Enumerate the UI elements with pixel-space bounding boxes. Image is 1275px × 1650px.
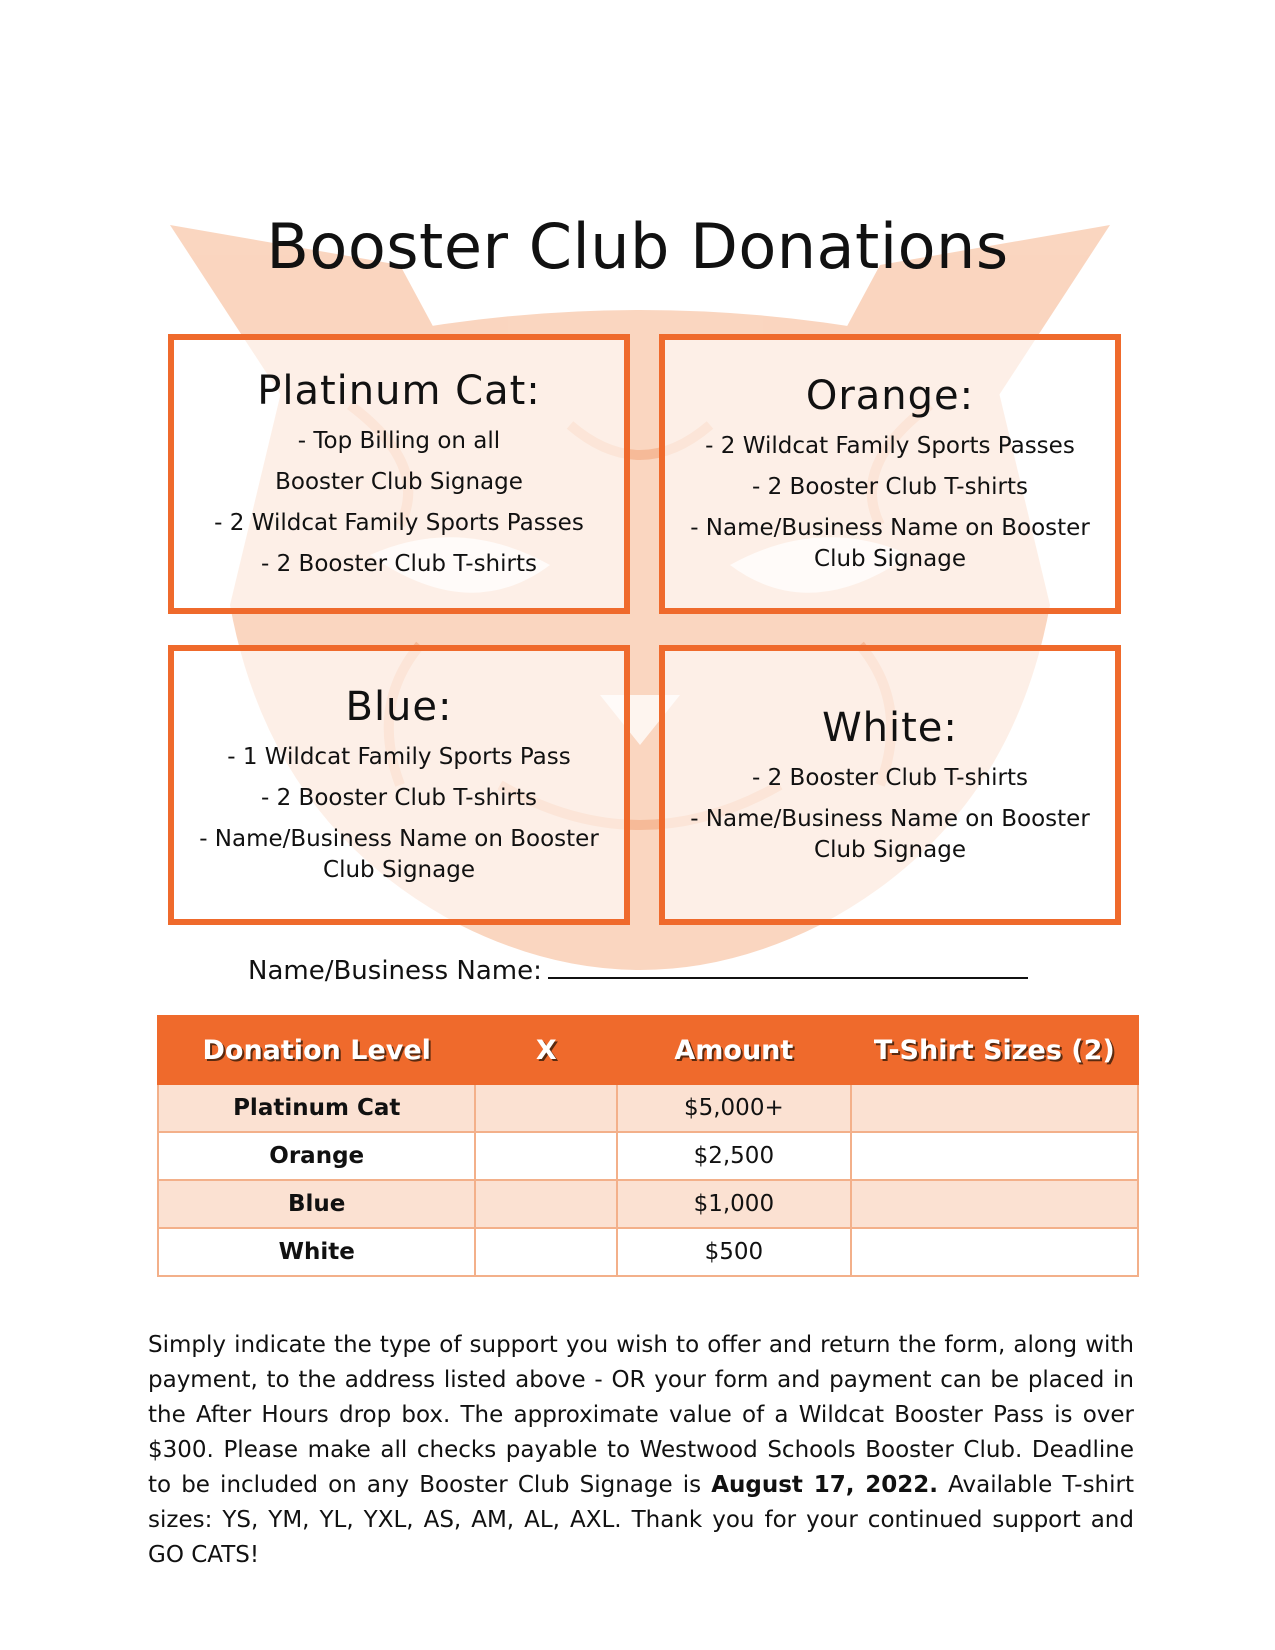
table-row: [158, 1228, 1138, 1276]
tier-title: Orange:: [805, 373, 975, 419]
perk-item: - 2 Booster Club T-shirts: [752, 764, 1028, 791]
level-cell: Platinum Cat: [158, 1084, 475, 1132]
perk-item: - Name/Business Name on Booster Club Signage: [690, 805, 1090, 863]
header-amount: Amount: [617, 1016, 851, 1084]
perk-item: - 2 Booster Club T-shirts: [752, 474, 1028, 500]
amount-cell: $5,000+: [617, 1084, 851, 1132]
amount-cell: $2,500: [617, 1132, 851, 1180]
perk-item: - Name/Business Name on Booster Club Signage: [690, 515, 1090, 572]
x-cell[interactable]: [475, 1180, 617, 1228]
perk-list: [683, 431, 1097, 575]
perk-list: [214, 426, 584, 580]
tier-box-blue: [168, 645, 630, 925]
instructions-text-end: Available T-shirt sizes: YS, YM, YL, YXL, AS, AM, AL, AXL. Thank you for your continued support and GO CATS!: [148, 1472, 1134, 1568]
name-business-field[interactable]: [248, 955, 1028, 986]
sizes-cell[interactable]: [851, 1132, 1138, 1180]
sizes-cell[interactable]: [851, 1180, 1138, 1228]
perk-item: Booster Club Signage: [275, 469, 523, 495]
perk-item: - 1 Wildcat Family Sports Pass: [227, 744, 571, 770]
amount-cell: $1,000: [617, 1180, 851, 1228]
instructions-text: Simply indicate the type of support you wish to offer and return the form, along with payment, to the address listed above - OR your form and payment can be placed in the After Hours drop box. The approximate value of a Wildcat Booster Pass is over $300. Please make all checks payable to Westwood Schools Booster Club. Deadline to be included on any Booster Club Signage is: [148, 1332, 1134, 1498]
header-donation-level: Donation Level: [158, 1016, 475, 1084]
deadline-date: August 17, 2022.: [711, 1472, 939, 1498]
tier-title: Blue:: [345, 684, 453, 730]
header-x: X: [475, 1016, 617, 1084]
perk-list: [192, 742, 606, 886]
level-cell: White: [158, 1228, 475, 1276]
sizes-cell[interactable]: [851, 1084, 1138, 1132]
perk-item: - Top Billing on all: [297, 428, 501, 454]
tier-box-orange: [659, 334, 1121, 614]
perk-list: [683, 763, 1097, 866]
x-cell[interactable]: [475, 1228, 617, 1276]
perk-item: - 2 Wildcat Family Sports Passes: [214, 510, 584, 536]
table-row: [158, 1180, 1138, 1228]
tier-title: White:: [822, 704, 958, 751]
header-tshirt-sizes: T-Shirt Sizes (2): [851, 1016, 1138, 1084]
perk-item: - 2 Wildcat Family Sports Passes: [705, 433, 1075, 459]
sizes-cell[interactable]: [851, 1228, 1138, 1276]
tier-box-platinum-cat: [168, 334, 630, 614]
tier-box-white: [659, 645, 1121, 925]
tier-title: Platinum Cat:: [257, 368, 541, 414]
name-business-label: Name/Business Name:: [248, 956, 542, 986]
name-business-blank[interactable]: [548, 955, 1028, 979]
amount-cell: $500: [617, 1228, 851, 1276]
perk-item: - 2 Booster Club T-shirts: [261, 551, 537, 577]
level-cell: Orange: [158, 1132, 475, 1180]
level-cell: Blue: [158, 1180, 475, 1228]
table-row: [158, 1132, 1138, 1180]
x-cell[interactable]: [475, 1132, 617, 1180]
page-title: Booster Club Donations: [266, 209, 1009, 283]
table-header-row: [158, 1016, 1138, 1084]
table-row: [158, 1084, 1138, 1132]
instructions-paragraph: [148, 1328, 1134, 1573]
perk-item: - Name/Business Name on Booster Club Signage: [199, 826, 599, 883]
donation-table: [157, 1015, 1139, 1277]
perk-item: - 2 Booster Club T-shirts: [261, 785, 537, 811]
x-cell[interactable]: [475, 1084, 617, 1132]
